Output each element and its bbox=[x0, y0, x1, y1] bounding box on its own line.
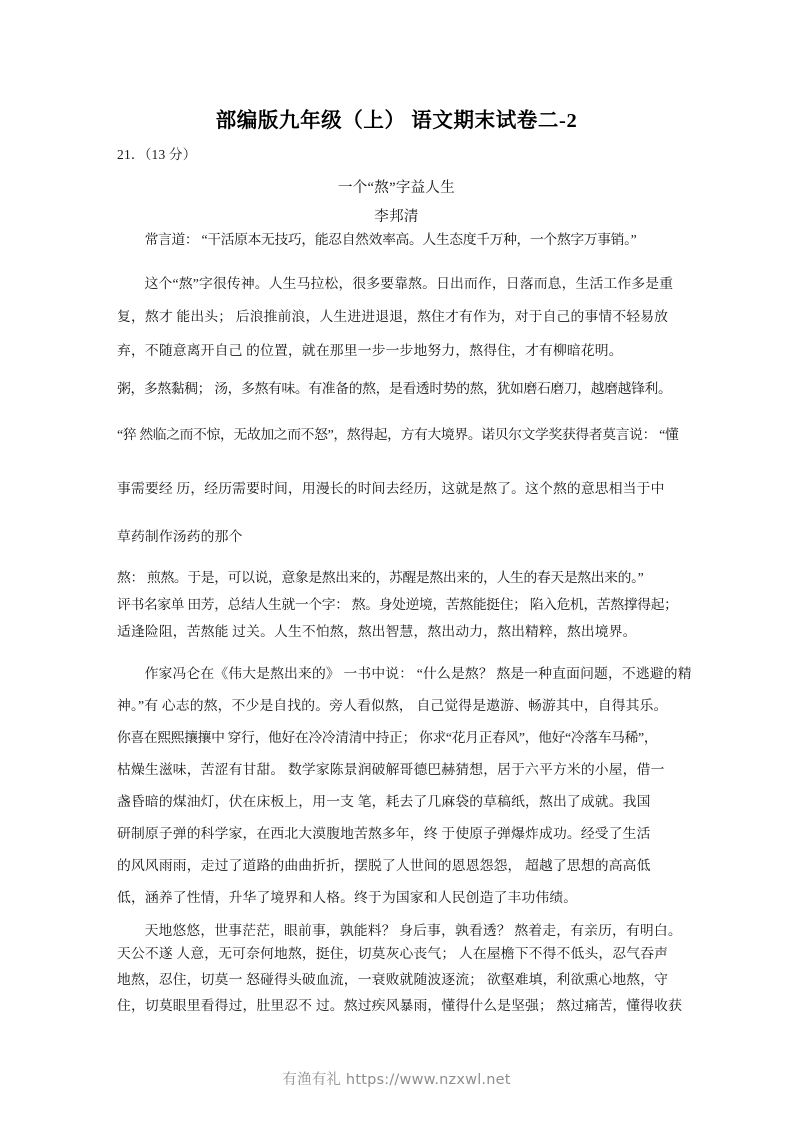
body-line: 作家冯仑在《伟大是熬出来的》 一书中说： “什么是熬？ 熬是一种直面问题，不逃避的精 bbox=[144, 666, 692, 681]
body-line: 盏昏暗的煤油灯，伏在床板上，用一支 笔，耗去了几麻袋的草稿纸，熬出了成就。我国 bbox=[117, 794, 651, 809]
body-line: 的风风雨雨，走过了道路的曲曲折折，摆脱了人世间的恩恩怨怨， 超越了思想的高高低 bbox=[117, 858, 651, 873]
body-line: 弃，不随意离开自己 的位置，就在那里一步一步地努力，熬得住，才有柳暗花明。 bbox=[117, 343, 623, 358]
body-line: 你喜在熙熙攘攘中 穿行，他好在冷冷清清中持正； 你求“花月正春风”，他好“冷落车马稀”， bbox=[117, 730, 658, 745]
body-line: 地熬，忍住，切莫一 怒碰得头破血流，一衰败就随波逐流； 欲壑难填，利欲熏心地熬，守 bbox=[117, 972, 669, 987]
body-line: “猝 然临之而不惊，无故加之而不怒”，熬得起，方有大境界。诺贝尔文学奖获得者莫言说： “懂 bbox=[117, 427, 679, 442]
body-line: 天地悠悠，世事茫茫，眼前事，孰能料？ 身后事，孰看透？ 熬着走，有亲历，有明白。 bbox=[144, 923, 682, 938]
body-line: 草药制作汤药的那个 bbox=[117, 529, 243, 544]
question-number: 21．（13 分） bbox=[117, 147, 197, 162]
body-line: 评书名家单 田芳，总结人生就一个字： 熬。身处逆境，苦熬能挺住； 陷入危机，苦熬撑得起； bbox=[117, 597, 678, 612]
body-line: 天公不遂 人意，无可奈何地熬，挺住，切莫灰心丧气； 人在屋檐下不得不低头，忍气吞声 bbox=[117, 946, 669, 961]
body-line: 研制原子弹的科学家，在西北大漠腹地苦熬多年，终 于使原子弹爆炸成功。经受了生活 bbox=[117, 826, 651, 841]
body-line: 常言道： “干活原本无技巧，能忍自然效率高。人生态度千万种，一个熬字万事销。” bbox=[144, 232, 637, 247]
body-line: 神。”有 心志的熬，不少是自找的。旁人看似熬， 自己觉得是遨游、畅游其中，自得其乐。 bbox=[117, 698, 668, 713]
body-line: 适逢险阻，苦熬能 过关。人生不怕熬，熬出智慧，熬出动力，熬出精粹，熬出境界。 bbox=[117, 624, 637, 639]
page-title: 部编版九年级（上） 语文期末试卷二-2 bbox=[215, 110, 578, 132]
body-line: 粥，多熬黏稠； 汤，多熬有味。有准备的熬，是看透时势的熬，犹如磨石磨刀，越磨越锋利。 bbox=[117, 381, 672, 396]
body-line: 事需要经 历，经历需要时间，用漫长的时间去经历，这就是熬了。这个熬的意思相当于中 bbox=[117, 481, 665, 496]
article-subtitle: 一个“熬”字益人生 bbox=[337, 180, 456, 196]
body-line: 枯燥生滋味，苦涩有甘甜。 数学家陈景润破解哥德巴赫猜想，居于六平方米的小屋，借一 bbox=[117, 762, 665, 777]
footer-watermark: 有渔有礼 https://www.nzxwl.net bbox=[282, 1072, 511, 1088]
body-line: 这个“熬”字很传神。人生马拉松，很多要靠熬。日出而作，日落而息，生活工作多是重 bbox=[144, 276, 674, 291]
body-line: 住，切莫眼里看得过，肚里忍不 过。熬过疾风暴雨，懂得什么是坚强； 熬过痛苦，懂得收获 bbox=[117, 998, 683, 1013]
body-line: 熬： 煎熬。于是，可以说，意象是熬出来的，苏醒是熬出来的，人生的春天是熬出来的。” bbox=[117, 570, 644, 585]
article-author: 李邦清 bbox=[374, 209, 419, 225]
body-line: 低，涵养了性情，升华了境界和人格。终于为国家和人民创造了丰功伟绩。 bbox=[117, 890, 578, 905]
body-line: 复，熬才 能出头； 后浪推前浪，人生进进退退，熬住才有作为，对于自己的事情不轻易放 bbox=[117, 309, 669, 324]
